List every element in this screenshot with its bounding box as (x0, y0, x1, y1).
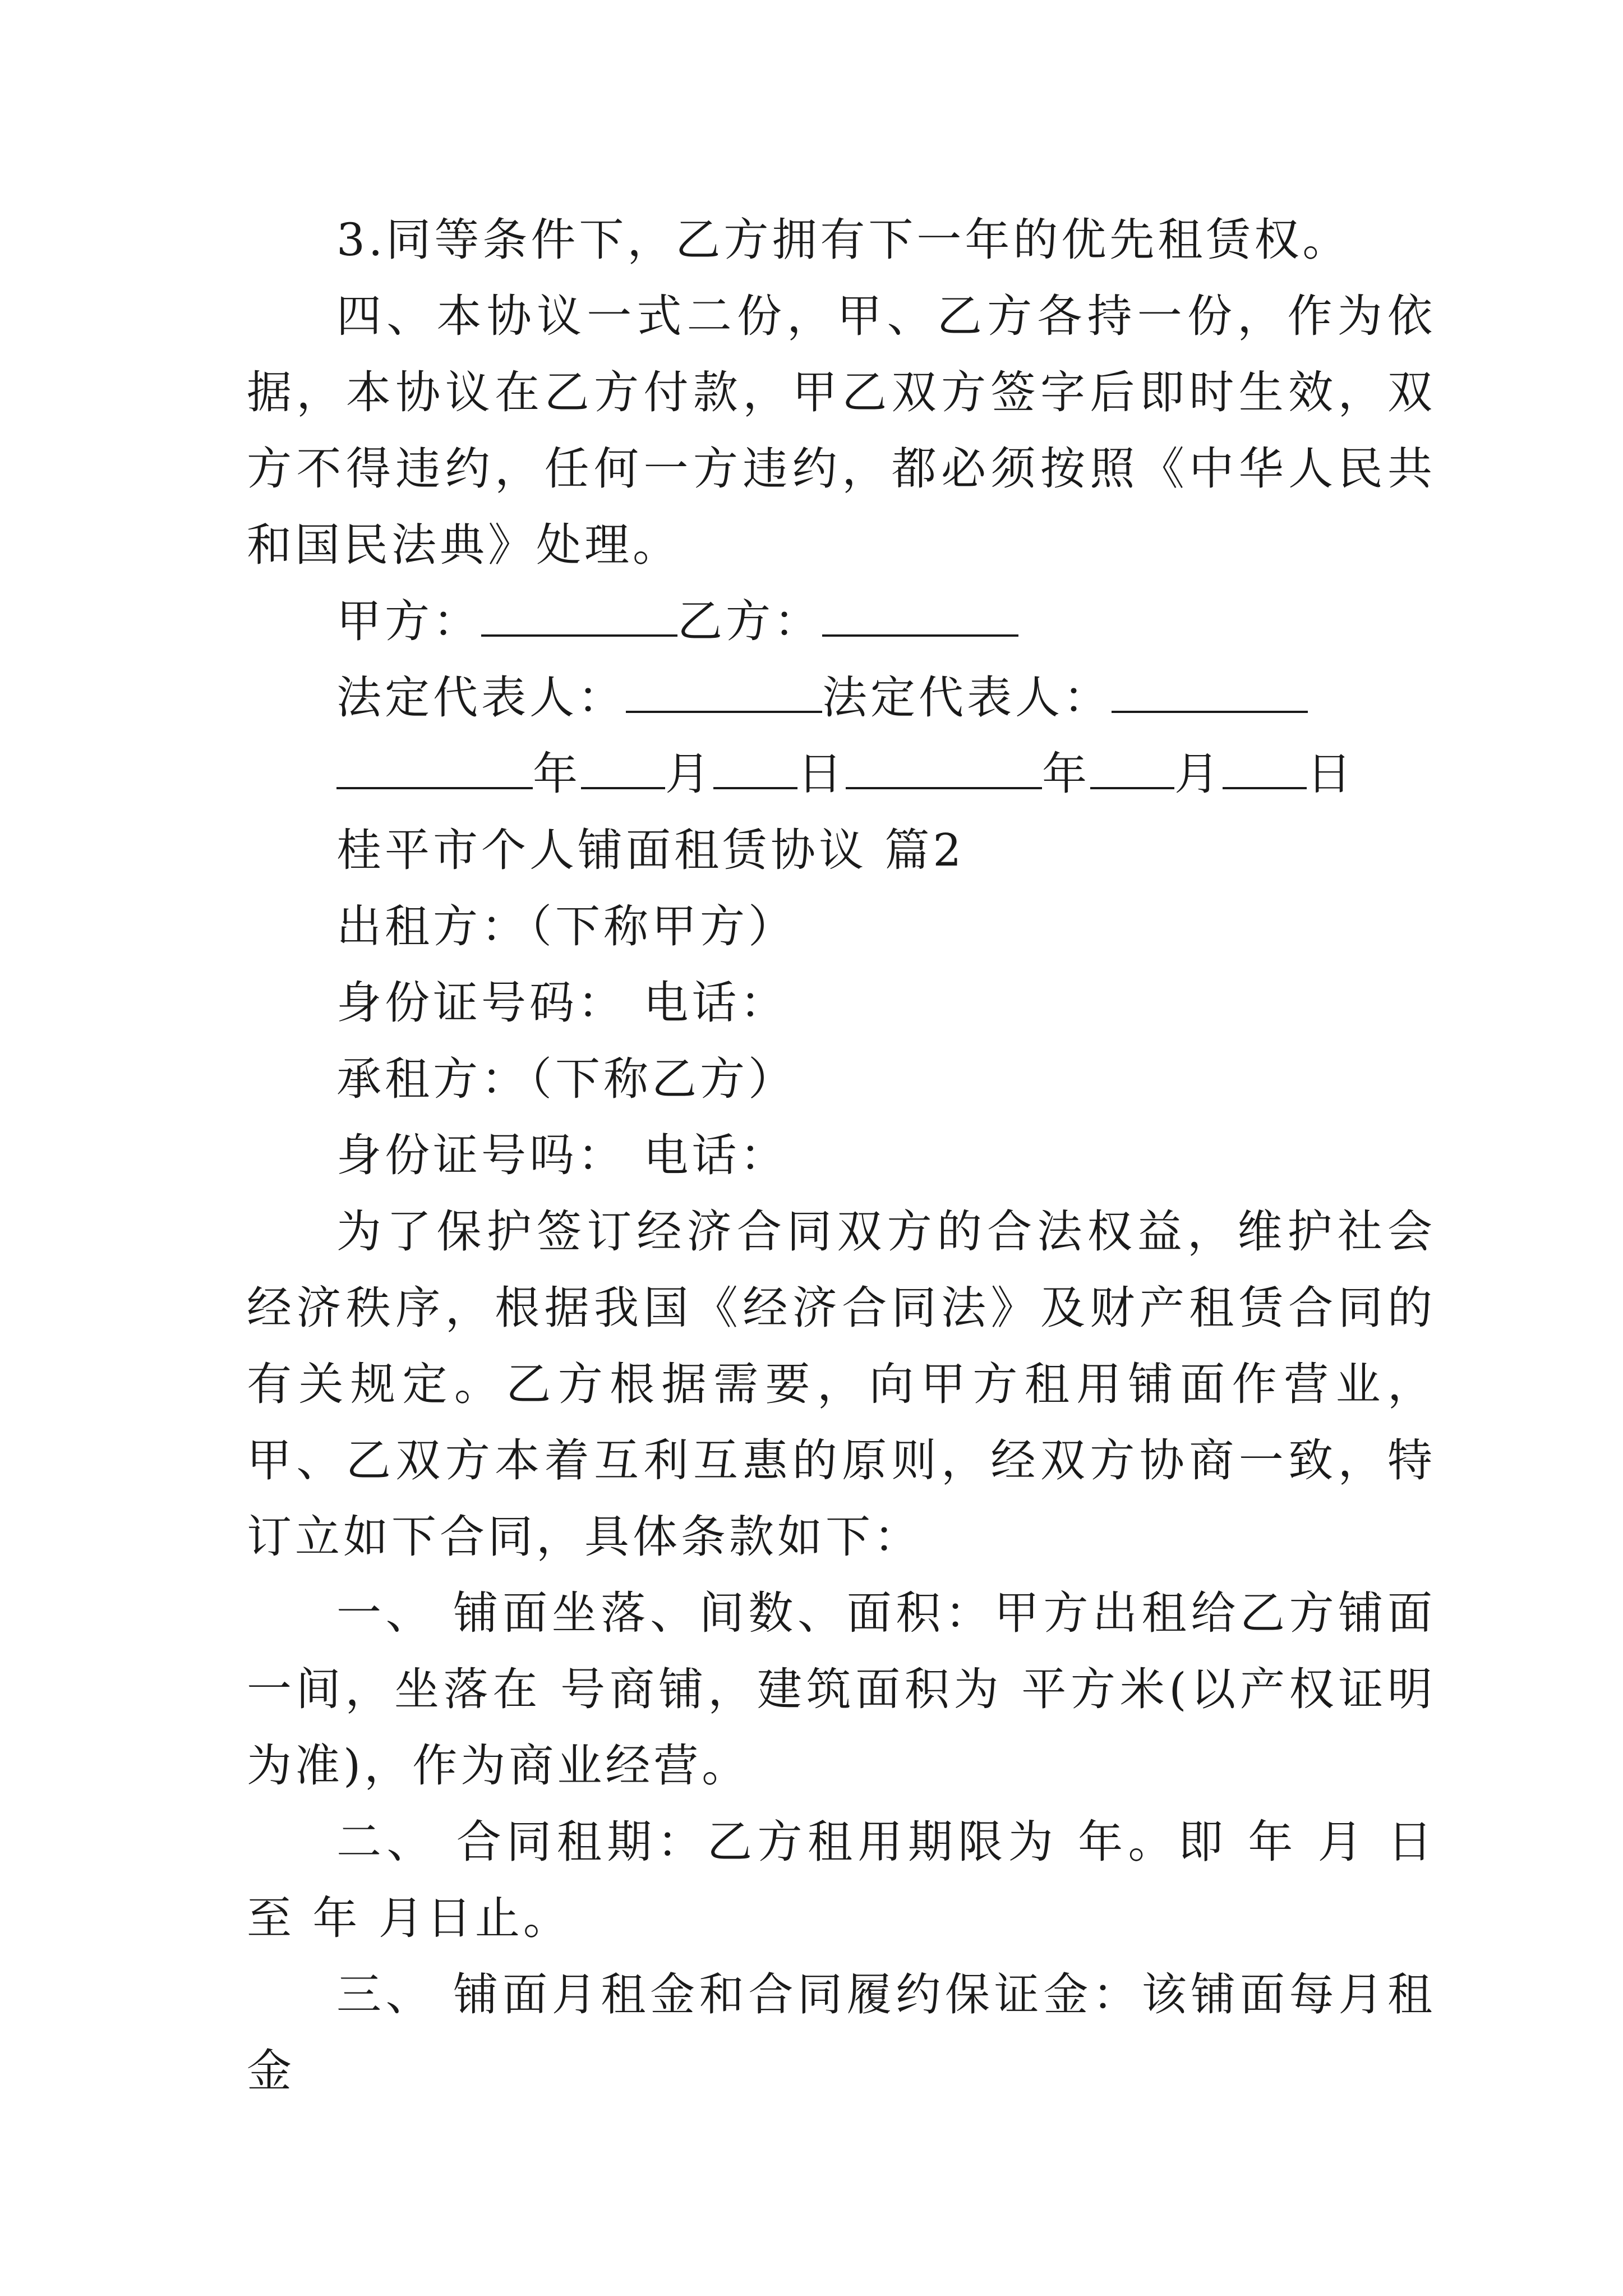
party-a-label: 甲方： (336, 595, 481, 647)
date-a-day-label: 日 (797, 748, 846, 800)
date-a-month-label: 月 (665, 748, 713, 800)
date-b-year-blank (846, 748, 1042, 789)
date-b-month-label: 月 (1174, 748, 1223, 800)
lessee-line: 承租方：（下称乙方） (336, 1053, 796, 1105)
clause-two-term: 二、 合同租期：乙方租用期限为 年。即 年 月 日至 年 月日止。 (247, 1816, 1436, 1944)
rep-b-blank (1112, 671, 1308, 713)
date-b-day-label: 日 (1307, 748, 1355, 800)
date-b-day-blank (1223, 748, 1307, 789)
date-b-month-blank (1090, 748, 1174, 789)
date-b-year-label: 年 (1042, 748, 1090, 800)
section-title: 桂平市个人铺面租赁协议 篇2 (336, 824, 965, 876)
signature-line-representatives (247, 660, 1436, 736)
clause-priority-lease: 3.同等条件下，乙方拥有下一年的优先租赁权。 (336, 214, 1351, 266)
rep-b-label: 法定代表人： (822, 671, 1112, 724)
date-a-year-blank (336, 748, 533, 789)
clause-three-rent: 三、 铺面月租金和合同履约保证金：该铺面每月租金 (247, 1968, 1436, 2097)
party-b-label: 乙方： (677, 595, 822, 647)
rep-a-label: 法定代表人： (336, 671, 626, 724)
party-b-blank (822, 595, 1018, 637)
rep-a-blank (626, 671, 822, 713)
signature-line-dates (247, 736, 1436, 812)
lessee-id-line: 身份证号吗： 电话： (336, 1129, 789, 1181)
date-a-month-blank (581, 748, 665, 789)
lessor-id-line: 身份证号码： 电话： (336, 977, 789, 1029)
preamble-paragraph: 为了保护签订经济合同双方的合法权益，维护社会经济秩序，根据我国《经济合同法》及财产租赁合同的有关规定。乙方根据需要，向甲方租用铺面作营业，甲、乙双方本着互利互惠的原则，经双方协商一致，特订立如下合同，具体条款如下： (247, 1205, 1436, 1563)
signature-line-parties (247, 583, 1436, 660)
lessor-line: 出租方：（下称甲方） (336, 900, 796, 953)
party-a-blank (481, 595, 677, 637)
clause-one-location: 一、 铺面坐落、间数、面积：甲方出租给乙方铺面一间，坐落在 号商铺，建筑面积为 平方米(以产权证明为准)，作为商业经营。 (247, 1587, 1436, 1792)
clause-four-copies: 四、本协议一式二份，甲、乙方各持一份，作为依据，本协议在乙方付款，甲乙双方签字后即时生效，双方不得违约，任何一方违约，都必须按照《中华人民共和国民法典》处理。 (247, 290, 1436, 571)
document-body (247, 202, 1436, 2109)
date-a-day-blank (713, 748, 797, 789)
date-a-year-label: 年 (533, 748, 581, 800)
